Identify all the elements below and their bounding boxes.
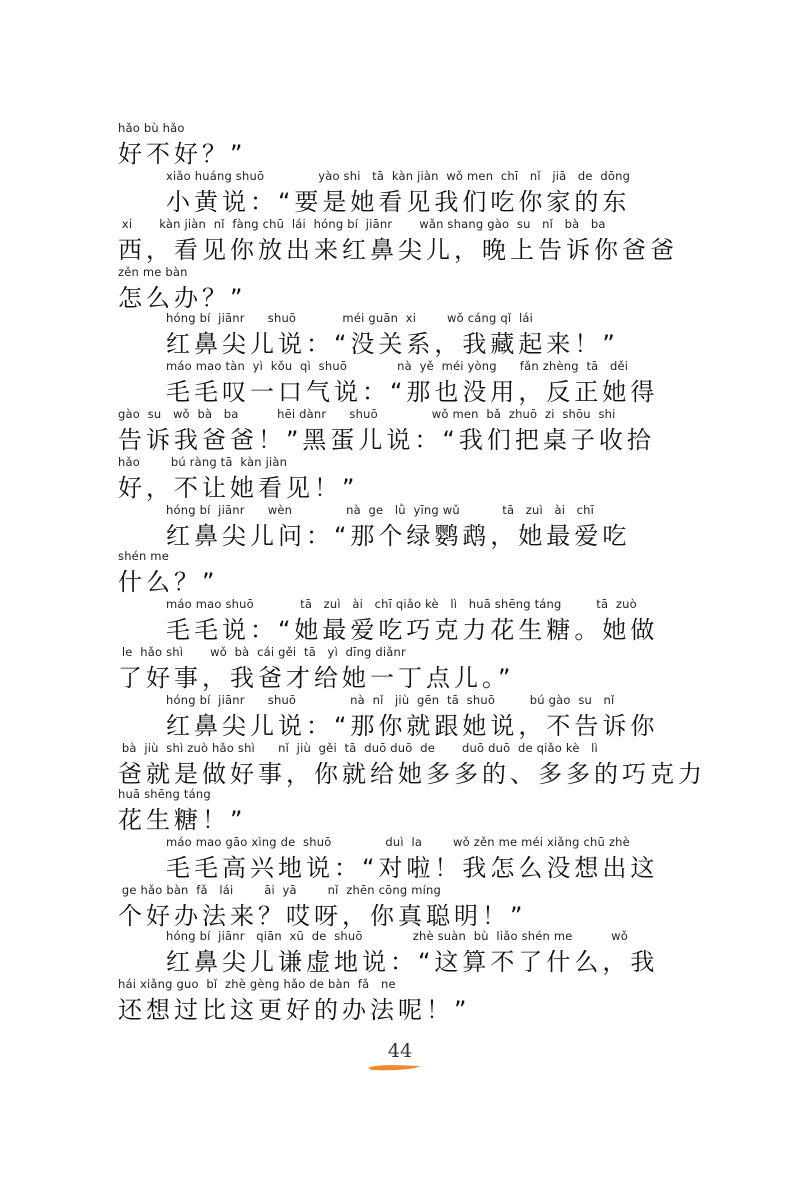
pinyin-row: gào su wǒ bà ba hēi dànr shuō wǒ men bǎ zhuō zi shōu shi (118, 407, 616, 421)
pinyin-row: hóng bí jiānr shuō nà nǐ jiù gēn tā shuō bú gào su nǐ (166, 693, 615, 707)
pinyin-row: zěn me bàn (118, 265, 188, 279)
hanzi-row: 毛毛说：“她最爱吃巧克力花生糖。她做 (166, 616, 659, 644)
hanzi-row: 个好办法来？哎呀，你真聪明！” (118, 902, 527, 930)
pinyin-row: hǎo bú ràng tā kàn jiàn (118, 455, 288, 469)
hanzi-row: 小黄说：“要是她看见我们吃你家的东 (166, 188, 631, 216)
hanzi-row: 怎么办？” (118, 284, 247, 312)
hanzi-row: 花生糖！” (118, 806, 247, 834)
hanzi-row: 了好事，我爸才给她一丁点儿。” (118, 664, 515, 692)
pinyin-row: hǎo bù hǎo (118, 121, 185, 135)
pinyin-row: xiǎo huáng shuō yào shi tā kàn jiàn wǒ men chī nǐ jiā de dōng (166, 169, 631, 183)
hanzi-row: 西，看见你放出来红鼻尖儿，晚上告诉你爸爸 (118, 236, 678, 264)
hanzi-row: 红鼻尖儿问：“那个绿鹦鹉，她最爱吃 (166, 522, 631, 550)
pinyin-row: ge hǎo bàn fǎ lái āi yā nǐ zhēn cōng míng (118, 883, 441, 897)
pinyin-row: le hǎo shì wǒ bà cái gěi tā yì dīng diǎnr (118, 645, 406, 659)
pinyin-row: hóng bí jiānr shuō méi guān xi wǒ cáng qǐ lái (166, 311, 533, 325)
hanzi-row: 好不好？” (118, 140, 247, 168)
hanzi-row: 告诉我爸爸！”黑蛋儿说：“我们把桌子收拾 (118, 426, 655, 454)
hanzi-row: 毛毛叹一口气说：“那也没用，反正她得 (166, 378, 659, 406)
page-number: 44 (387, 1040, 413, 1062)
hanzi-row: 红鼻尖儿谦虚地说：“这算不了什么，我 (166, 948, 659, 976)
pinyin-row: máo mao gāo xìng de shuō duì la wǒ zěn me méi xiǎng chū zhè (166, 835, 630, 849)
pinyin-row: máo mao shuō tā zuì ài chī qiǎo kè lì huā shēng táng tā zuò (166, 597, 637, 611)
hanzi-row: 毛毛高兴地说：“对啦！我怎么没想出这 (166, 854, 659, 882)
brush-stroke-decoration (366, 1063, 422, 1072)
pinyin-row: hóng bí jiānr wèn nà ge lǜ yīng wǔ tā zuì ài chī (166, 503, 595, 517)
pinyin-row: bà jiù shì zuò hǎo shì nǐ jiù gěi tā duō duō de duō duō de qiǎo kè lì (118, 741, 598, 755)
pinyin-row: hái xiǎng guo bǐ zhè gèng hǎo de bàn fǎ ne (118, 977, 396, 991)
pinyin-row: máo mao tàn yì kǒu qì shuō nà yě méi yòng fǎn zhèng tā děi (166, 359, 629, 373)
hanzi-row: 红鼻尖儿说：“那你就跟她说，不告诉你 (166, 712, 659, 740)
hanzi-row: 什么？” (118, 568, 219, 596)
hanzi-row: 爸就是做好事，你就给她多多的、多多的巧克力 (118, 760, 706, 788)
hanzi-row: 红鼻尖儿说：“没关系，我藏起来！” (166, 330, 619, 358)
hanzi-row: 还想过比这更好的办法呢！” (118, 996, 471, 1024)
pinyin-row: xi kàn jiàn nǐ fàng chū lái hóng bí jiānr wǎn shang gào su nǐ bà ba (118, 217, 606, 231)
pinyin-row: hóng bí jiānr qiān xū de shuō zhè suàn bù liǎo shén me wǒ (166, 929, 628, 943)
pinyin-row: huā shēng táng (118, 787, 211, 801)
pinyin-row: shén me (118, 549, 169, 563)
hanzi-row: 好，不让她看见！” (118, 474, 359, 502)
